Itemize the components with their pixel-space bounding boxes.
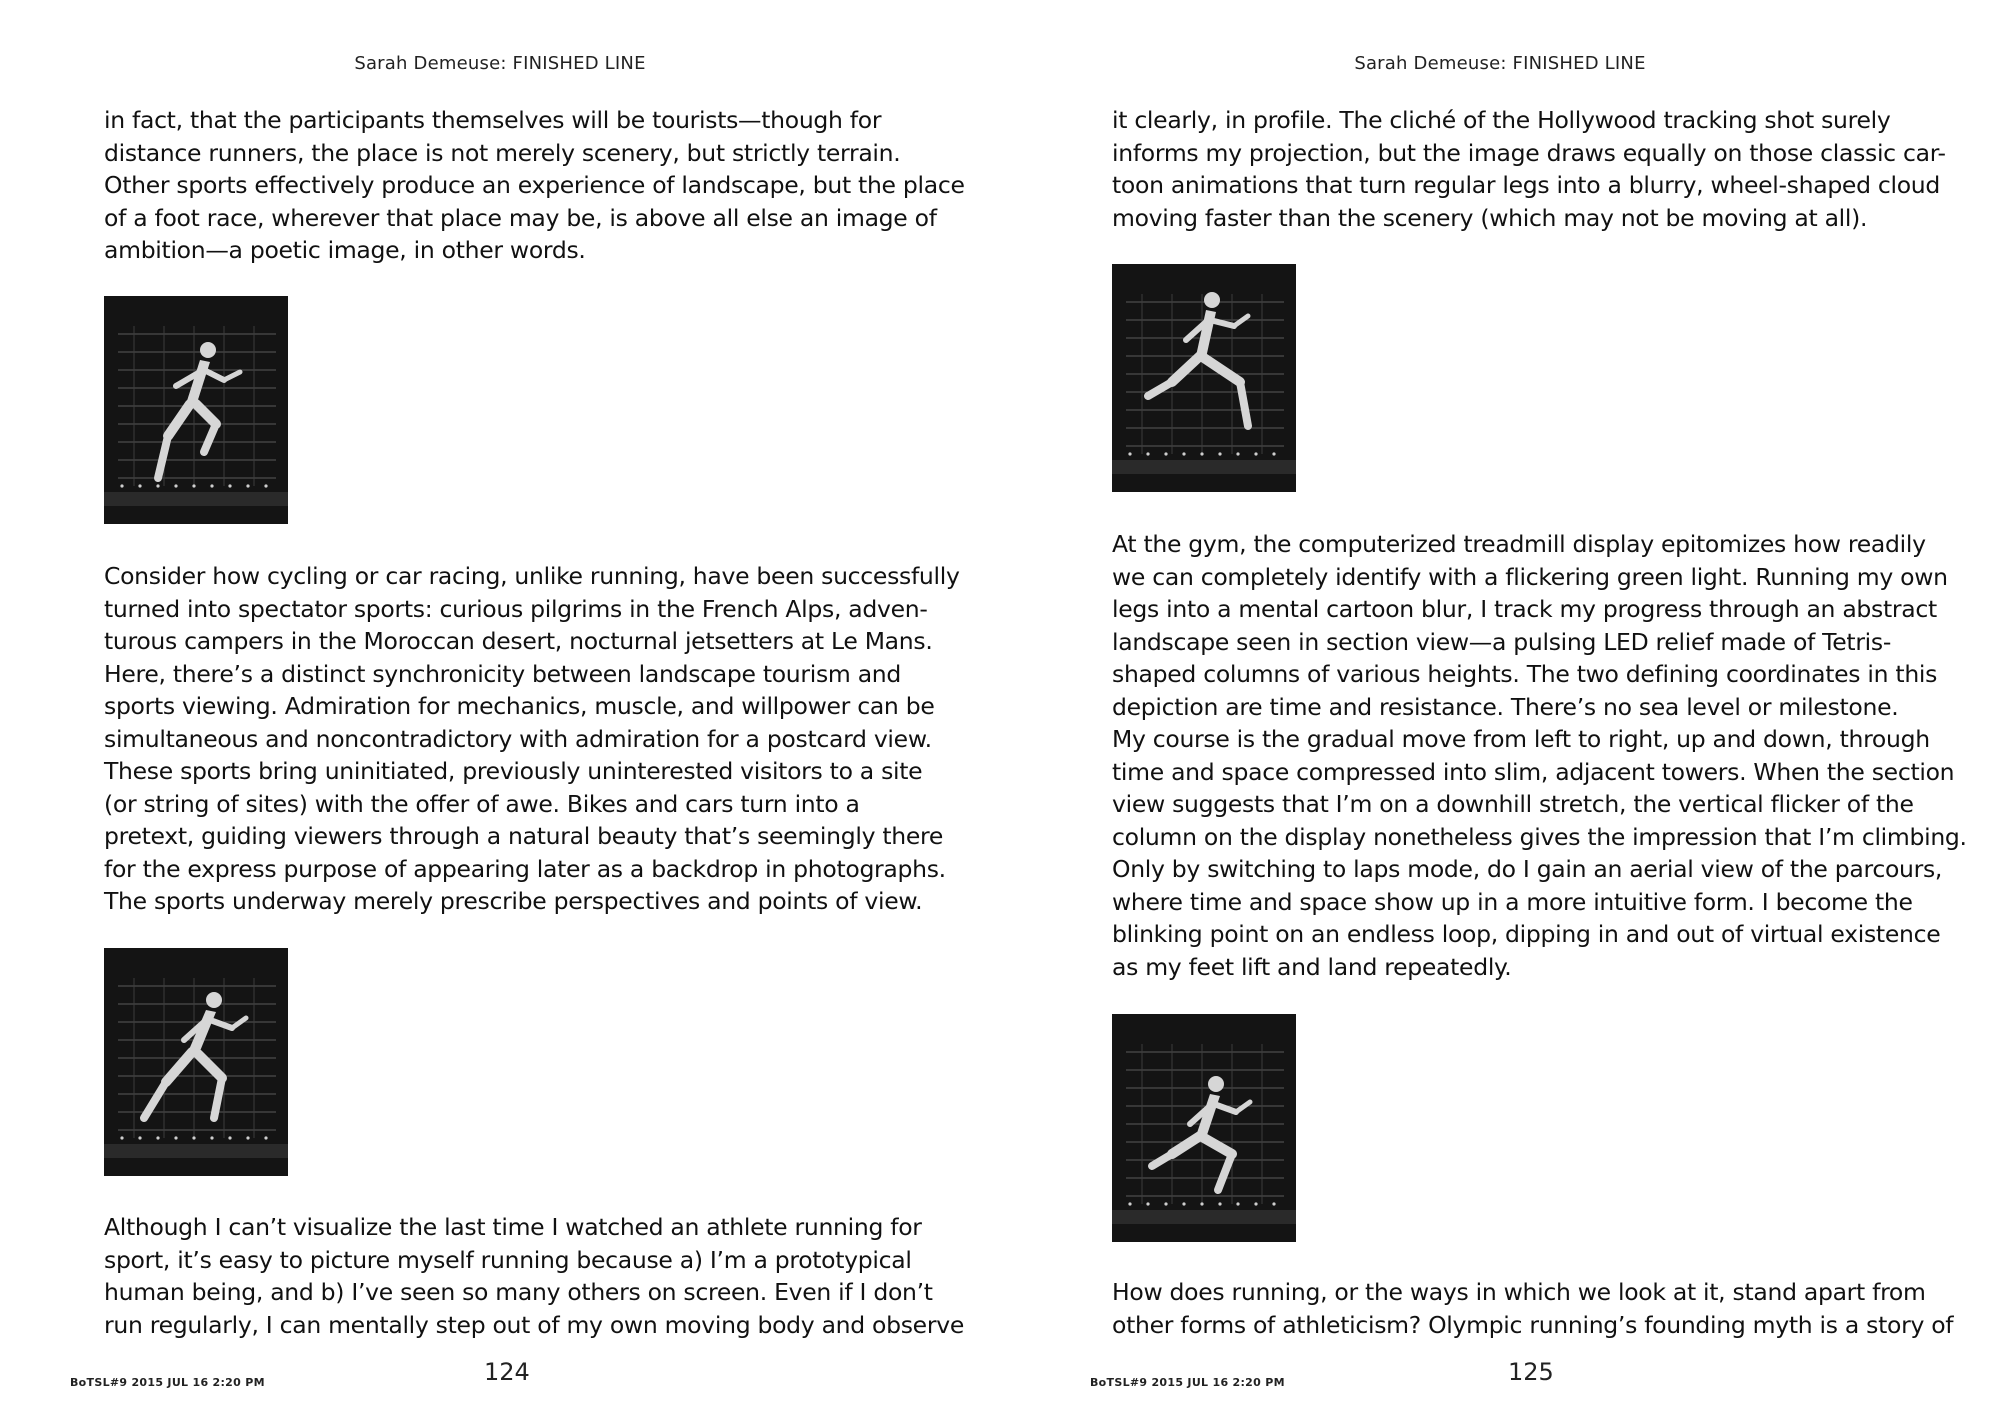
- runner-photo: [1112, 1014, 1296, 1242]
- text-line: informs my projection, but the image draws equally on those classic car-: [1112, 138, 1946, 167]
- text-line: Although I can’t visualize the last time I watched an athlete running for: [104, 1213, 922, 1241]
- text-line: These sports bring uninitiated, previously uninterested visitors to a site: [104, 757, 923, 785]
- text-line: turned into spectator sports: curious pilgrims in the French Alps, adven-: [104, 594, 928, 623]
- text-line: where time and space show up in a more intuitive form. I become the: [1112, 887, 1913, 916]
- text-line: toon animations that turn regular legs into a blurry, wheel-shaped cloud: [1112, 171, 1941, 199]
- text-line: distance runners, the place is not merely scenery, but strictly terrain.: [104, 138, 901, 167]
- text-line: sport, it’s easy to picture myself running because a) I’m a prototypical: [104, 1245, 912, 1274]
- text-line: we can completely identify with a flickering green light. Running my own: [1112, 562, 1948, 591]
- running-head: Sarah Demeuse: FINISHED LINE: [354, 53, 646, 74]
- text-line: ambition—a poetic image, in other words.: [104, 236, 586, 264]
- text-line: human being, and b) I’ve seen so many others on screen. Even if I don’t: [104, 1278, 933, 1306]
- text-line: turous campers in the Moroccan desert, nocturnal jetsetters at Le Mans.: [104, 627, 933, 655]
- page-125: [1000, 0, 2000, 1424]
- running-head: Sarah Demeuse: FINISHED LINE: [1354, 53, 1646, 74]
- text-line: Consider how cycling or car racing, unlike running, have been successfully: [104, 562, 960, 590]
- print-slug: BoTSL#9 2015 JUL 16 2:20 PM: [70, 1376, 265, 1389]
- text-line: Here, there’s a distinct synchronicity between landscape tourism and: [104, 659, 902, 688]
- text-line: (or string of sites) with the offer of awe. Bikes and cars turn into a: [104, 789, 860, 818]
- runner-photo: [1112, 264, 1296, 492]
- text-line: Other sports effectively produce an experience of landscape, but the place: [104, 171, 965, 199]
- paragraph: [104, 1211, 964, 1341]
- text-line: view suggests that I’m on a downhill stretch, the vertical flicker of the: [1112, 790, 1914, 818]
- text-line: as my feet lift and land repeatedly.: [1112, 952, 1512, 981]
- text-line: blinking point on an endless loop, dipping in and out of virtual existence: [1112, 920, 1941, 948]
- text-line: At the gym, the computerized treadmill display epitomizes how readily: [1112, 530, 1926, 558]
- text-line: How does running, or the ways in which we look at it, stand apart from: [1112, 1278, 1926, 1306]
- paragraph: [1112, 104, 1972, 234]
- text-line: The sports underway merely prescribe perspectives and points of view.: [104, 887, 923, 915]
- paragraph: [104, 560, 964, 918]
- text-line: column on the display nonetheless gives the impression that I’m climbing.: [1112, 822, 1967, 851]
- text-line: for the express purpose of appearing later as a backdrop in photographs.: [104, 854, 946, 883]
- text-line: in fact, that the participants themselves will be tourists—though for: [104, 106, 882, 134]
- print-slug: BoTSL#9 2015 JUL 16 2:20 PM: [1090, 1376, 1285, 1389]
- page-number: 125: [1508, 1358, 1554, 1386]
- text-line: run regularly, I can mentally step out of my own moving body and observe: [104, 1310, 964, 1339]
- text-line: shaped columns of various heights. The two defining coordinates in this: [1112, 660, 1938, 688]
- text-line: landscape seen in section view—a pulsing LED relief made of Tetris-: [1112, 627, 1892, 656]
- text-line: other forms of athleticism? Olympic running’s founding myth is a story of: [1112, 1310, 1954, 1339]
- text-line: time and space compressed into slim, adjacent towers. When the section: [1112, 757, 1955, 786]
- paragraph: [1112, 528, 1972, 983]
- text-line: Only by switching to laps mode, do I gain an aerial view of the parcours,: [1112, 855, 1943, 883]
- paragraph: [1112, 1276, 1972, 1341]
- text-line: moving faster than the scenery (which may not be moving at all).: [1112, 203, 1868, 232]
- text-line: it clearly, in profile. The cliché of the Hollywood tracking shot surely: [1112, 106, 1891, 134]
- runner-photo: [104, 296, 288, 524]
- text-line: My course is the gradual move from left to right, up and down, through: [1112, 725, 1930, 753]
- text-line: pretext, guiding viewers through a natural beauty that’s seemingly there: [104, 822, 944, 850]
- text-line: depiction are time and resistance. There’s no sea level or milestone.: [1112, 692, 1899, 721]
- paragraph: [104, 104, 964, 267]
- text-line: simultaneous and noncontradictory with admiration for a postcard view.: [104, 724, 932, 753]
- runner-photo: [104, 948, 288, 1176]
- text-line: of a foot race, wherever that place may be, is above all else an image of: [104, 203, 937, 232]
- text-line: sports viewing. Admiration for mechanics, muscle, and willpower can be: [104, 692, 935, 720]
- text-line: legs into a mental cartoon blur, I track my progress through an abstract: [1112, 595, 1937, 623]
- page-number: 124: [484, 1358, 530, 1386]
